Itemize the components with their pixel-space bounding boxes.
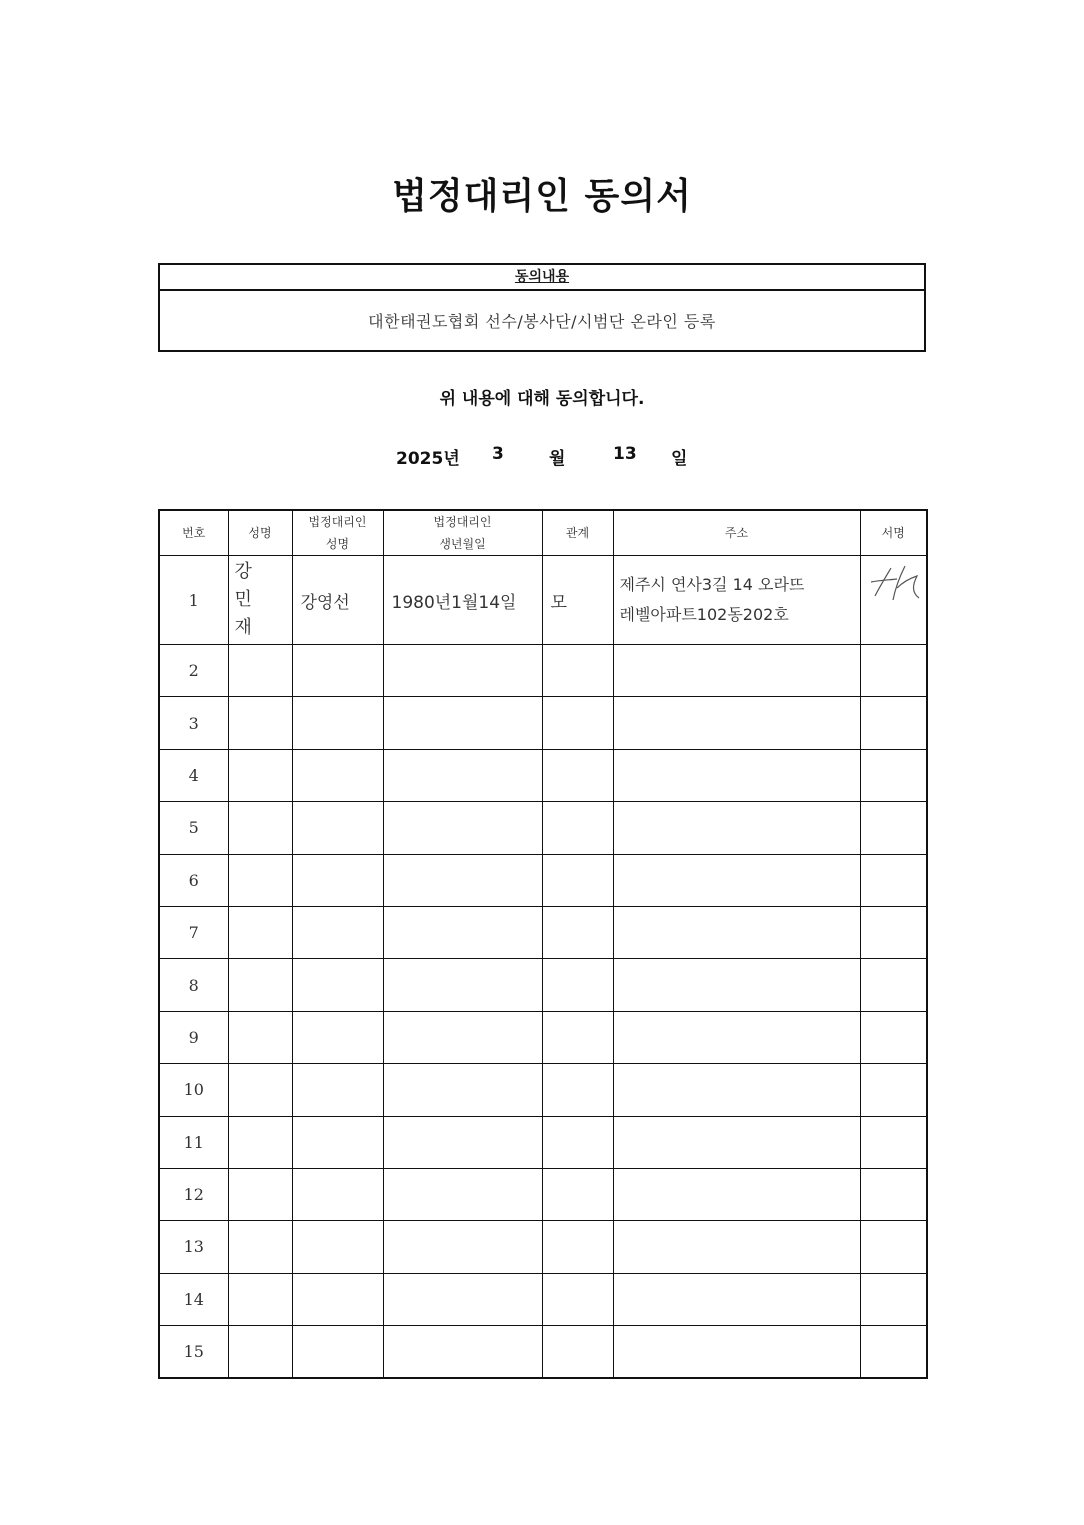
empty-cell [542, 1168, 613, 1220]
row-number: 14 [159, 1273, 228, 1325]
empty-cell [613, 906, 860, 958]
header-signature: 서명 [860, 510, 927, 556]
empty-cell [860, 1221, 927, 1273]
empty-cell [860, 1116, 927, 1168]
date-day-unit: 일 [671, 449, 688, 469]
row-number: 9 [159, 1011, 228, 1063]
empty-cell [542, 959, 613, 1011]
table-header-row [159, 510, 927, 556]
table-row [159, 697, 927, 749]
empty-cell [228, 959, 292, 1011]
table-row [159, 1221, 927, 1273]
empty-cell [613, 1221, 860, 1273]
row-number: 4 [159, 749, 228, 801]
table-row [159, 1064, 927, 1116]
table-row [159, 1326, 927, 1379]
empty-cell [860, 749, 927, 801]
empty-cell [542, 1064, 613, 1116]
empty-cell [613, 645, 860, 697]
empty-cell [292, 1221, 383, 1273]
empty-cell [292, 645, 383, 697]
empty-cell [613, 749, 860, 801]
empty-cell [542, 697, 613, 749]
empty-cell [542, 854, 613, 906]
empty-cell [860, 697, 927, 749]
empty-cell [383, 697, 542, 749]
empty-cell [292, 697, 383, 749]
empty-cell [292, 854, 383, 906]
row-number: 5 [159, 802, 228, 854]
relation: 모 [542, 556, 613, 645]
empty-cell [860, 1168, 927, 1220]
row-number: 10 [159, 1064, 228, 1116]
header-guardian-name-line1: 법정대리인 [308, 515, 367, 529]
empty-cell [542, 906, 613, 958]
empty-cell [383, 906, 542, 958]
table-row [159, 854, 927, 906]
table-row [159, 1273, 927, 1325]
empty-cell [292, 1116, 383, 1168]
empty-cell [613, 1326, 860, 1379]
empty-cell [542, 1116, 613, 1168]
empty-cell [542, 1221, 613, 1273]
date-month-unit: 월 [549, 449, 566, 469]
table-row [159, 906, 927, 958]
empty-cell [228, 697, 292, 749]
date-day: 13 [613, 444, 637, 464]
header-address: 주소 [613, 510, 860, 556]
row-number: 13 [159, 1221, 228, 1273]
row-number: 7 [159, 906, 228, 958]
address [613, 556, 860, 645]
empty-cell [228, 1116, 292, 1168]
empty-cell [383, 645, 542, 697]
header-guardian-birth-line2: 생년월일 [439, 537, 486, 551]
empty-cell [613, 1116, 860, 1168]
header-guardian-name [292, 510, 383, 556]
address-line2: 레벨아파트102동202호 [619, 605, 789, 624]
row-number: 11 [159, 1116, 228, 1168]
date-line [0, 444, 1084, 468]
table-row [159, 1011, 927, 1063]
row-number: 15 [159, 1326, 228, 1379]
guardian-table [158, 509, 928, 1379]
empty-cell [228, 1326, 292, 1379]
empty-cell [613, 1064, 860, 1116]
empty-cell [228, 749, 292, 801]
empty-cell [228, 906, 292, 958]
header-guardian-name-line2: 성명 [325, 537, 350, 551]
empty-cell [613, 1168, 860, 1220]
empty-cell [292, 959, 383, 1011]
document-title: 법정대리인 동의서 [392, 176, 692, 217]
table-row [159, 556, 927, 645]
header-guardian-birth [383, 510, 542, 556]
empty-cell [292, 802, 383, 854]
guardian-name: 강영선 [292, 556, 383, 645]
empty-cell [542, 1273, 613, 1325]
empty-cell [228, 854, 292, 906]
empty-cell [383, 1273, 542, 1325]
empty-cell [613, 697, 860, 749]
empty-cell [613, 1011, 860, 1063]
table-row [159, 749, 927, 801]
empty-cell [383, 1168, 542, 1220]
row-number: 8 [159, 959, 228, 1011]
empty-cell [292, 1011, 383, 1063]
empty-cell [383, 1064, 542, 1116]
consent-box [158, 263, 926, 352]
empty-cell [542, 802, 613, 854]
empty-cell [383, 749, 542, 801]
empty-cell [228, 1011, 292, 1063]
row-number: 12 [159, 1168, 228, 1220]
agreement-statement: 위 내용에 대해 동의합니다. [439, 389, 645, 409]
empty-cell [860, 802, 927, 854]
empty-cell [860, 1011, 927, 1063]
empty-cell [228, 1221, 292, 1273]
header-number: 번호 [159, 510, 228, 556]
header-relation: 관계 [542, 510, 613, 556]
empty-cell [228, 1168, 292, 1220]
empty-cell [292, 906, 383, 958]
empty-cell [613, 1273, 860, 1325]
empty-cell [383, 959, 542, 1011]
empty-cell [292, 1326, 383, 1379]
header-guardian-birth-line1: 법정대리인 [433, 515, 492, 529]
date-year: 2025년 [396, 449, 460, 469]
empty-cell [860, 1064, 927, 1116]
table-row [159, 1168, 927, 1220]
participant-name: 강 민 재 [228, 556, 292, 645]
address-line1: 제주시 연사3길 14 오라뜨 [619, 575, 805, 594]
empty-cell [383, 854, 542, 906]
empty-cell [860, 645, 927, 697]
date-month: 3 [492, 444, 504, 464]
consent-content: 대한태권도협회 선수/봉사단/시범단 온라인 등록 [368, 312, 716, 331]
empty-cell [292, 1273, 383, 1325]
empty-cell [228, 645, 292, 697]
empty-cell [860, 1326, 927, 1379]
empty-cell [383, 1011, 542, 1063]
empty-cell [613, 854, 860, 906]
empty-cell [228, 1273, 292, 1325]
row-number: 1 [159, 556, 228, 645]
header-name: 성명 [228, 510, 292, 556]
guardian-birthdate: 1980년1월14일 [383, 556, 542, 645]
table-row [159, 645, 927, 697]
table-row [159, 1116, 927, 1168]
empty-cell [228, 802, 292, 854]
table-row [159, 959, 927, 1011]
row-number: 3 [159, 697, 228, 749]
empty-cell [542, 1011, 613, 1063]
consent-header: 동의내용 [160, 265, 924, 291]
empty-cell [542, 749, 613, 801]
empty-cell [542, 645, 613, 697]
empty-cell [860, 959, 927, 1011]
empty-cell [383, 802, 542, 854]
empty-cell [613, 802, 860, 854]
empty-cell [292, 1168, 383, 1220]
empty-cell [292, 749, 383, 801]
empty-cell [228, 1064, 292, 1116]
empty-cell [613, 959, 860, 1011]
table-row [159, 802, 927, 854]
empty-cell [292, 1064, 383, 1116]
handwritten-signature [867, 560, 923, 604]
empty-cell [383, 1326, 542, 1379]
signature-cell [860, 556, 927, 645]
empty-cell [383, 1116, 542, 1168]
row-number: 6 [159, 854, 228, 906]
empty-cell [860, 1273, 927, 1325]
empty-cell [860, 854, 927, 906]
empty-cell [860, 906, 927, 958]
empty-cell [542, 1326, 613, 1379]
empty-cell [383, 1221, 542, 1273]
row-number: 2 [159, 645, 228, 697]
